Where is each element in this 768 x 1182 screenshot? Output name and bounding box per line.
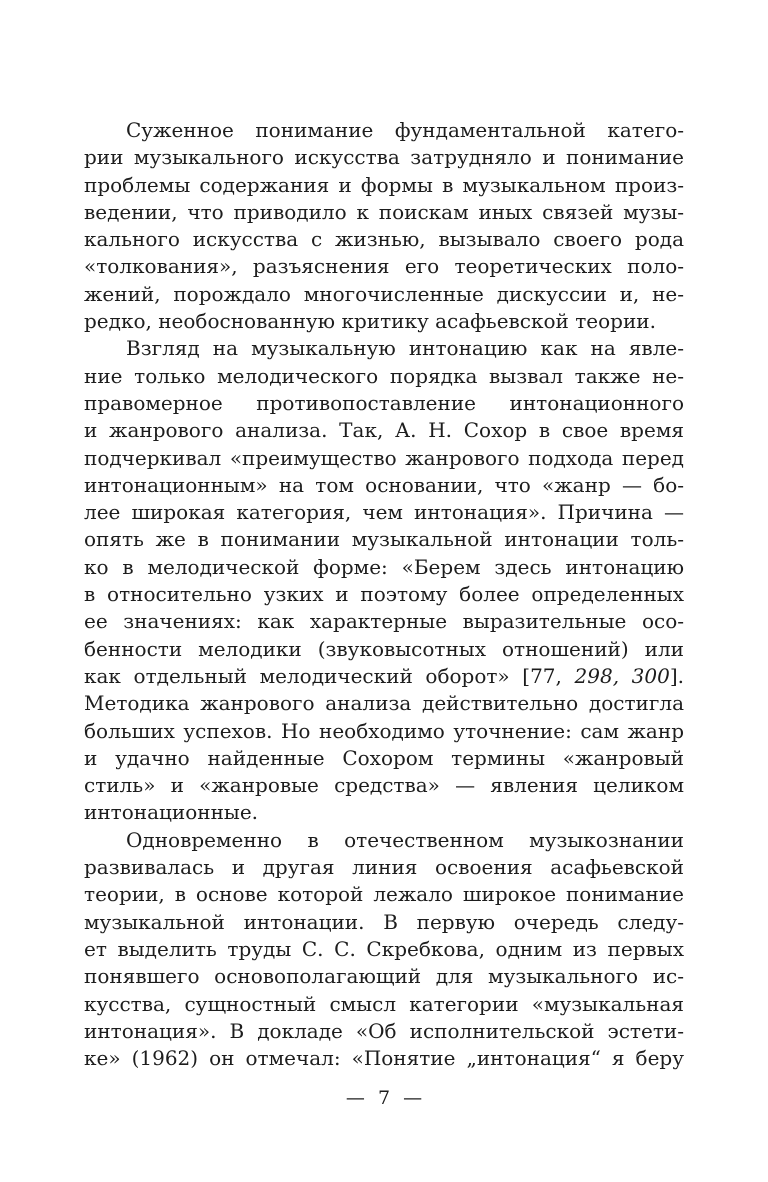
text-line: интонационным» на том основании, что «жанр — бо- — [84, 472, 684, 497]
text-line: и жанрового анализа. Так, А. Н. Сохор в свое время — [84, 418, 684, 443]
text-line: Одновременно в отечественном музыкознании — [126, 827, 684, 852]
text-line: стиль» и «жанровые средства» — явления целиком — [84, 773, 684, 798]
text-line: Взгляд на музыкальную интонацию как на явле- — [126, 336, 684, 361]
text-line: в относительно узких и поэтому более определенных — [84, 582, 684, 607]
page-number: — 7 — — [345, 1087, 423, 1109]
text-line: рии музыкального искусства затрудняло и понимание — [84, 145, 684, 170]
text-line: ее значениях: как характерные выразительные осо- — [84, 609, 684, 634]
text-line: опять же в понимании музыкальной интонации толь- — [84, 527, 684, 552]
text-line: ет выделить труды С. С. Скребкова, одним из первых — [84, 936, 684, 961]
text-line: кального искусства с жизнью, вызывало своего рода — [84, 227, 684, 252]
text-line: Суженное понимание фундаментальной катего- — [126, 118, 684, 142]
text-line: как отдельный мелодический оборот» [77, 298, 300]. — [84, 663, 685, 688]
text-line: «толкования», разъяснения его теоретических поло- — [84, 254, 684, 279]
paragraph — [84, 827, 684, 1073]
text-line: музыкальной интонации. В первую очередь следу- — [84, 909, 684, 934]
text-line: развивалась и другая линия освоения асафьевской — [84, 855, 684, 880]
text-line: подчеркивал «преимущество жанрового подхода перед — [84, 445, 684, 470]
text-line: лее широкая категория, чем интонация». Причина — — [84, 500, 684, 525]
text-line: теории, в основе которой лежало широкое понимание — [84, 882, 684, 907]
paragraph — [84, 117, 684, 335]
text-line: и удачно найденные Сохором термины «жанровый — [84, 745, 684, 770]
text-line: бенности мелодики (звуковысотных отношений) или — [84, 636, 684, 661]
text-line: проблемы содержания и формы в музыкальном произ- — [84, 172, 684, 197]
text-line: ке» (1962) он отмечал: «Понятие „интонация“ я беру — [84, 1046, 684, 1071]
text-line: понявшего основополагающий для музыкального ис- — [84, 964, 684, 989]
text-line: ко в мелодической форме: «Берем здесь интонацию — [84, 554, 684, 579]
text-line: редко, необоснованную критику асафьевской теории. — [84, 309, 656, 334]
text-line: правомерное противопоставление интонационного — [84, 390, 684, 415]
text-line: кусства, сущностный смысл категории «музыкальная — [84, 991, 684, 1016]
text-line: интонационные. — [84, 800, 259, 825]
text-block — [84, 117, 684, 1072]
text-line: Методика жанрового анализа действительно достигла — [84, 691, 684, 716]
paragraph — [84, 335, 684, 826]
text-line: жений, порождало многочисленные дискуссии и, не- — [84, 281, 684, 306]
text-line: ведении, что приводило к поискам иных связей музы- — [84, 199, 684, 224]
text-line: ние только мелодического порядка вызвал также не- — [84, 363, 684, 388]
text-line: интонация». В докладе «Об исполнительской эстети- — [84, 1018, 684, 1043]
text-line: больших успехов. Но необходимо уточнение: сам жанр — [84, 718, 684, 743]
